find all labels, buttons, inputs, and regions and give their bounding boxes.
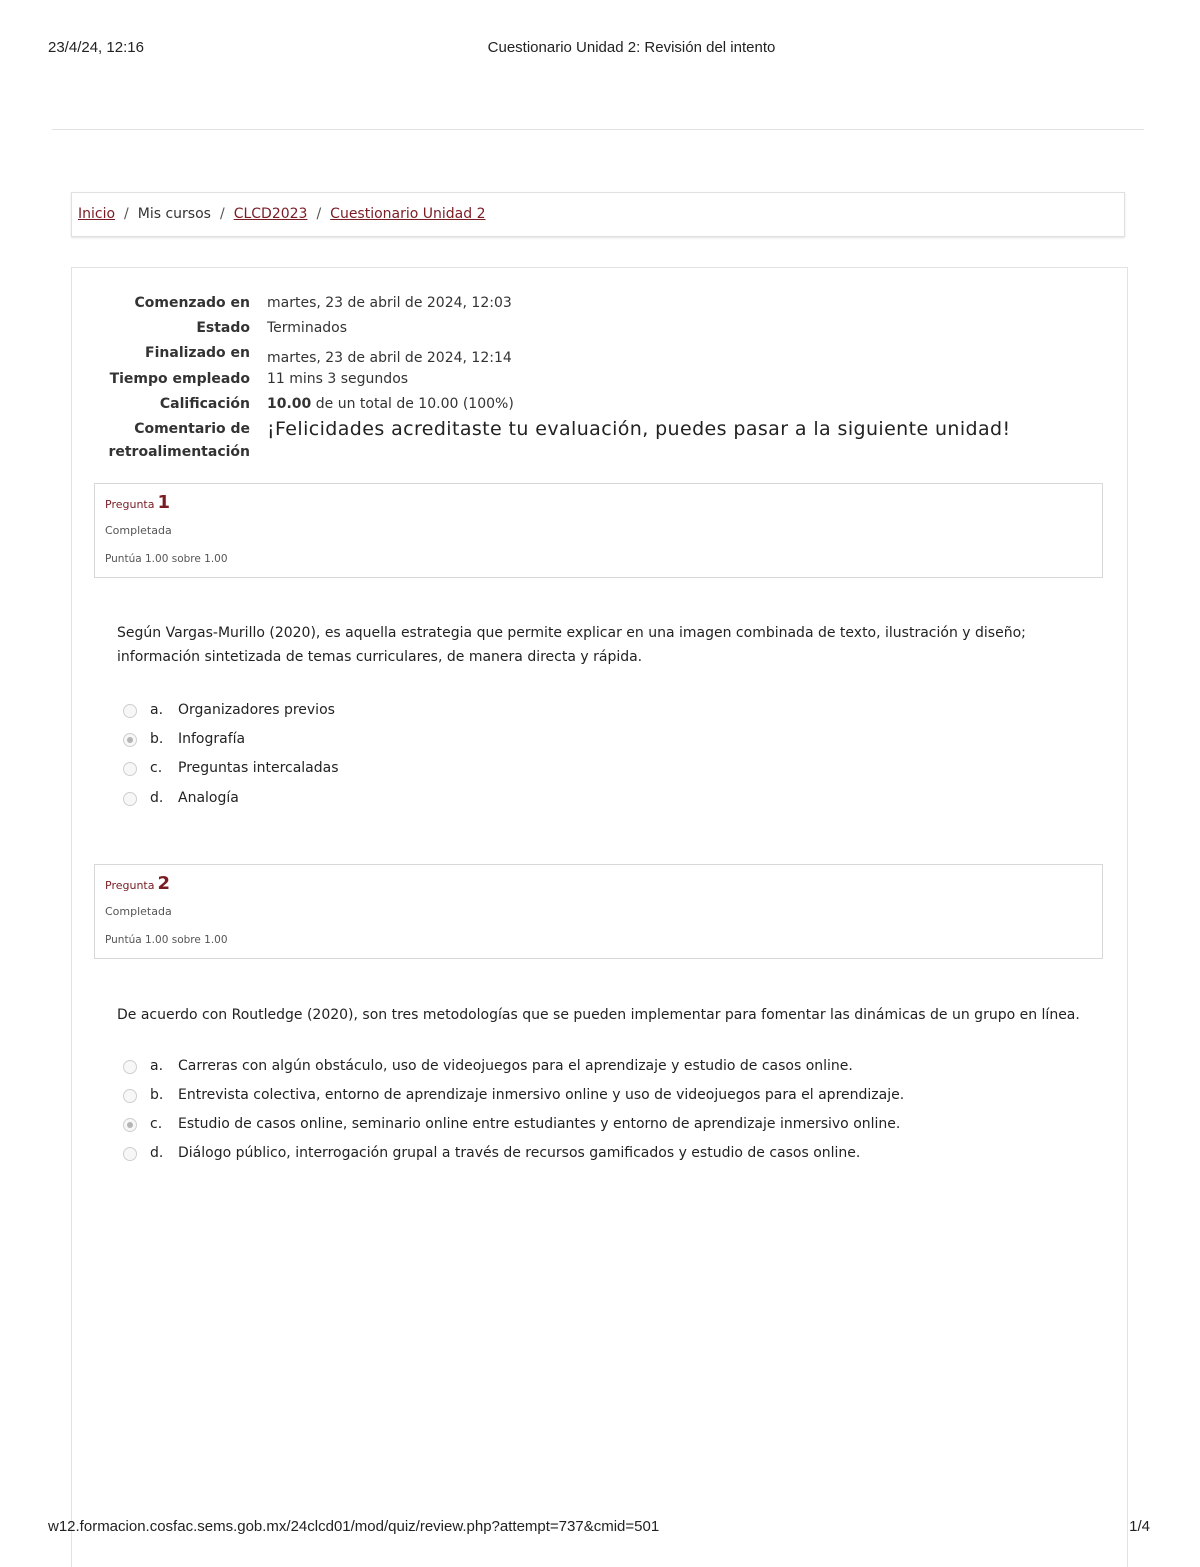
grade-percent: (100%) xyxy=(462,396,514,412)
summary-label: Tiempo empleado xyxy=(109,371,250,387)
summary-label: Estado xyxy=(196,320,250,336)
question-grade: Puntúa 1.00 sobre 1.00 xyxy=(105,553,228,565)
question-info-1 xyxy=(94,483,1103,578)
feedback-value: ¡Felicidades acreditaste tu evaluación, puedes pasar a la siguiente unidad! xyxy=(267,418,1011,440)
header-divider xyxy=(52,129,1144,130)
question-number-value: 2 xyxy=(157,873,170,894)
print-url: w12.formacion.cosfac.sems.gob.mx/24clcd01/mod/quiz/review.php?attempt=737&cmid=501 xyxy=(48,1518,660,1535)
answer-text: Analogía xyxy=(178,790,239,806)
feedback-label-line: retroalimentación xyxy=(108,444,250,460)
answer-letter: d. xyxy=(150,790,164,806)
radio-button[interactable] xyxy=(123,762,137,776)
summary-label: Finalizado en xyxy=(145,345,250,361)
breadcrumb-separator: / xyxy=(316,206,322,222)
question-label: Pregunta xyxy=(105,879,155,892)
grade-score: 10.00 xyxy=(267,396,312,412)
question-state: Completada xyxy=(105,524,172,537)
answer-text: Preguntas intercaladas xyxy=(178,760,339,776)
summary-value: martes, 23 de abril de 2024, 12:14 xyxy=(267,350,512,366)
question-label: Pregunta xyxy=(105,498,155,511)
answer-text: Carreras con algún obstáculo, uso de videojuegos para el aprendizaje y estudio de casos online. xyxy=(178,1058,853,1074)
answer-text: Organizadores previos xyxy=(178,702,335,718)
summary-value xyxy=(267,393,514,416)
answer-text: Estudio de casos online, seminario online entre estudiantes y entorno de aprendizaje inmersivo online. xyxy=(178,1116,901,1132)
summary-label xyxy=(90,418,250,464)
radio-button[interactable] xyxy=(123,704,137,718)
summary-label: Calificación xyxy=(159,396,250,412)
question-text-1: Según Vargas-Murillo (2020), es aquella estrategia que permite explicar en una imagen combinada de texto, ilustración y diseño; información sintetizada de temas curriculares, de manera directa y rápida. xyxy=(117,625,1026,665)
answer-text: Infografía xyxy=(178,731,246,747)
answer-text: Entrevista colectiva, entorno de aprendizaje inmersivo online y uso de videojuegos para el aprendizaje. xyxy=(178,1087,905,1103)
breadcrumb xyxy=(71,192,1125,237)
radio-button-selected[interactable] xyxy=(123,1118,137,1132)
answer-letter: a. xyxy=(150,702,164,718)
question-grade: Puntúa 1.00 sobre 1.00 xyxy=(105,934,228,946)
answer-text: Diálogo público, interrogación grupal a través de recursos gamificados y estudio de casos online. xyxy=(178,1145,861,1161)
question-number xyxy=(105,873,170,894)
question-text-2: De acuerdo con Routledge (2020), son tres metodologías que se pueden implementar para fomentar las dinámicas de un grupo en línea. xyxy=(117,1007,1080,1023)
summary-value: martes, 23 de abril de 2024, 12:03 xyxy=(267,295,512,311)
breadcrumb-item-mis-cursos: Mis cursos xyxy=(137,206,211,222)
radio-button[interactable] xyxy=(123,1089,137,1103)
radio-button-selected[interactable] xyxy=(123,733,137,747)
radio-button[interactable] xyxy=(123,1147,137,1161)
summary-value: 11 mins 3 segundos xyxy=(267,371,409,387)
question-info-2 xyxy=(94,864,1103,959)
print-page-title: Cuestionario Unidad 2: Revisión del intento xyxy=(487,39,776,56)
summary-value: Terminados xyxy=(267,320,348,336)
answer-letter: a. xyxy=(150,1058,164,1074)
print-page-number: 1/4 xyxy=(1129,1518,1150,1535)
summary-label: Comenzado en xyxy=(134,295,250,311)
radio-button[interactable] xyxy=(123,1060,137,1074)
breadcrumb-link-course[interactable]: CLCD2023 xyxy=(233,206,308,222)
radio-button[interactable] xyxy=(123,792,137,806)
feedback-label-line: Comentario de xyxy=(134,421,250,437)
answer-letter: d. xyxy=(150,1145,164,1161)
question-number-value: 1 xyxy=(157,492,170,513)
answer-letter: b. xyxy=(150,1087,164,1103)
print-date: 23/4/24, 12:16 xyxy=(48,39,144,56)
answer-letter: c. xyxy=(150,760,163,776)
breadcrumb-link-quiz[interactable]: Cuestionario Unidad 2 xyxy=(330,206,486,222)
breadcrumb-link-inicio[interactable]: Inicio xyxy=(78,206,116,222)
answer-letter: b. xyxy=(150,731,164,747)
question-number xyxy=(105,492,170,513)
breadcrumb-separator: / xyxy=(124,206,129,222)
question-state: Completada xyxy=(105,905,172,918)
breadcrumb-separator: / xyxy=(219,206,225,222)
answer-letter: c. xyxy=(150,1116,163,1132)
grade-total: de un total de 10.00 xyxy=(315,396,459,412)
